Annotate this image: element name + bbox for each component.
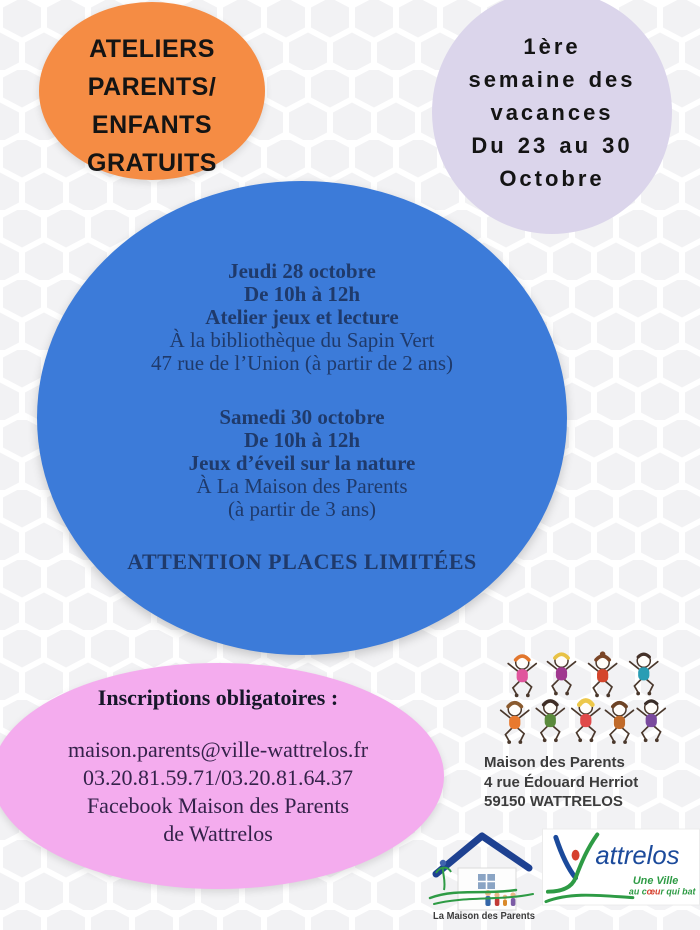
week-line: vacances (490, 100, 614, 125)
house-window-icon (478, 874, 495, 889)
schedule-ellipse (37, 181, 567, 655)
event1-title: Atelier jeux et lecture (205, 305, 399, 329)
workshops-line: ATELIERS (89, 35, 215, 63)
schedule-event-2 (37, 406, 567, 521)
children-illustration (497, 650, 669, 750)
wattrelos-city-logo (542, 828, 700, 908)
child-figure (508, 656, 536, 697)
event2-title: Jeux d’éveil sur la nature (188, 451, 416, 475)
child-figure (547, 654, 575, 695)
child-figure (589, 651, 617, 697)
wattrelos-tagline-1: Une Ville (632, 874, 679, 887)
address-city: 59150 WATTRELOS (484, 793, 623, 810)
schedule-event-1 (37, 260, 567, 375)
workshops-line: GRATUITS (87, 149, 217, 177)
workshops-badge-text (39, 2, 265, 182)
event1-place: À la bibliothèque du Sapin Vert (169, 328, 435, 352)
child-figure (605, 703, 633, 744)
registration-email: maison.parents@ville-wattrelos.fr (67, 737, 369, 762)
address-block (484, 753, 638, 812)
registration-ellipse (0, 663, 444, 889)
workshops-badge (39, 2, 265, 180)
maison-logo-label: La Maison des Parents (433, 911, 536, 922)
registration-facebook: Facebook Maison des Parents (86, 793, 350, 818)
event2-place: À La Maison des Parents (196, 474, 408, 498)
registration-phones: 03.20.81.59.71/03.20.81.64.37 (82, 765, 354, 790)
week-line: 1ère (523, 34, 581, 59)
week-line: semaine des (468, 67, 636, 92)
event1-detail: 47 rue de l’Union (à partir de 2 ans) (150, 351, 454, 375)
wattrelos-logo-name: attrelos (595, 842, 680, 871)
child-figure (630, 654, 658, 695)
wattrelos-tagline-2: au cœur qui bat (628, 886, 696, 897)
week-line: Du 23 au 30 (471, 133, 633, 158)
child-figure (637, 701, 665, 742)
address-street: 4 rue Édouard Herriot (484, 773, 639, 791)
schedule-text (37, 181, 567, 573)
event1-date: Jeudi 28 octobre (228, 259, 376, 283)
event2-time: De 10h à 12h (243, 428, 361, 452)
registration-title: Inscriptions obligatoires : (97, 685, 339, 710)
workshops-line: ENFANTS (91, 111, 213, 139)
workshops-line: PARENTS/ (87, 73, 217, 101)
child-figure (536, 701, 564, 742)
address-name: Maison des Parents (484, 754, 625, 771)
event1-time: De 10h à 12h (243, 282, 361, 306)
registration-text (0, 663, 444, 848)
event2-date: Samedi 30 octobre (219, 405, 385, 429)
week-line: Octobre (499, 166, 605, 191)
vacation-week-text (432, 0, 672, 195)
child-figure (572, 700, 600, 742)
limited-places-warning: ATTENTION PLACES LIMITÉES (127, 549, 477, 574)
child-figure (501, 703, 529, 744)
registration-facebook-city: de Wattrelos (163, 821, 273, 846)
maison-des-parents-logo (428, 822, 540, 922)
event2-detail: (à partir de 3 ans) (227, 497, 377, 521)
